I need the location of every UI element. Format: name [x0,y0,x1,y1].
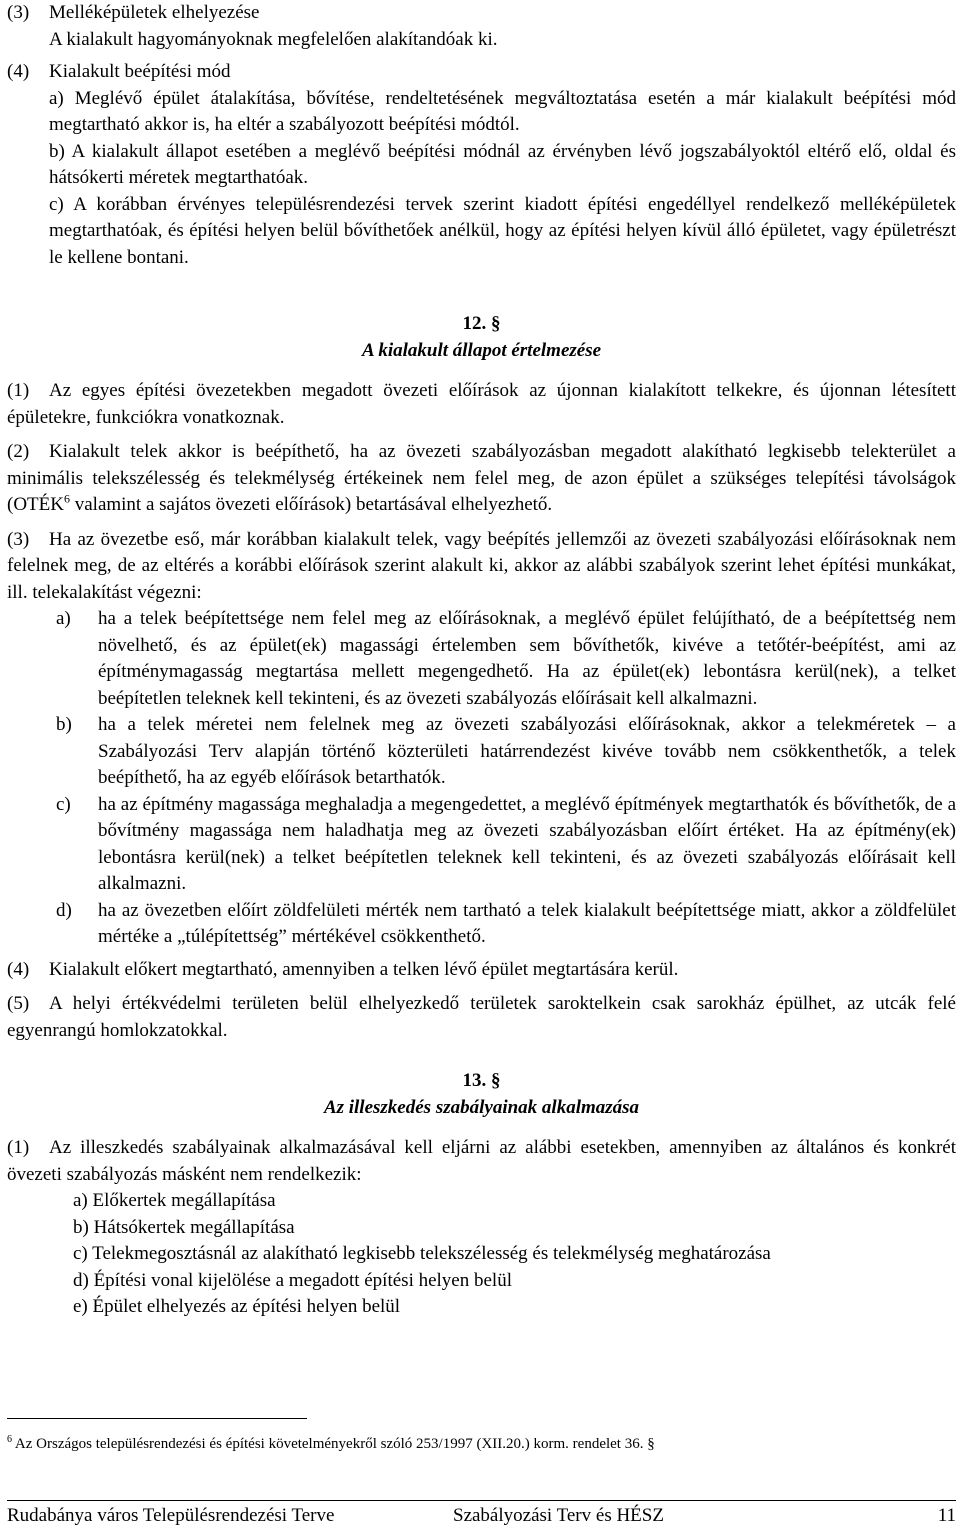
section-number: 12. § [462,313,501,334]
list-label: a) [56,608,71,629]
footnote [7,1434,655,1454]
footnote-mark: 6 [7,1434,12,1445]
paragraph-title: Melléképületek elhelyezése [49,2,260,23]
footer-divider [7,1500,956,1501]
section-12 [7,311,956,1044]
section-13 [7,1068,956,1321]
list-text: ha a telek beépítettsége nem felel meg az előírásoknak, a meglévő épület felújítható, de a beépítettség nem növelhető, és az épület(ek) magassági értelemben sem bővíthetők, kivéve a tetőtér-beépítést, ami az építménymagasság megtartása mellett megengedhető. Ha az épület(ek) lebontásra kerül(nek), a telket beépítetlen teleknek kell tekinteni, és az övezeti szabályozás előírásait kell alkalmazni. [98,608,956,709]
paragraph-3-text: A kialakult hagyományoknak megfelelően alakítandóak ki. [49,28,498,50]
list-text: ha a telek méretei nem felelnek meg az övezeti szabályozási előírásoknak, akkor a telekméretek – a Szabályozási Terv alapján történő közterületi határrendezést kivéve tovább nem csökkenthetők, a telek beépíthető, ha az egyéb előírások betarthatók. [98,714,956,788]
section-title: Az illeszkedés szabályainak alkalmazása [323,1096,640,1118]
paragraph-3-heading [7,0,956,27]
paragraph-number: (1) [7,1137,30,1158]
list-label: c) [56,793,71,815]
paragraph-3 [7,527,956,607]
paragraph-number: (3) [7,528,30,550]
paragraph-number: (4) [7,958,30,980]
paragraph-4-heading [7,59,956,86]
paragraph-4 [7,957,956,984]
footnote-divider [7,1418,307,1419]
paragraph-1 [7,378,956,431]
list-text: ha az övezetben előírt zöldfelületi mérték nem tartható a telek kialakult beépítettsége miatt, akkor a zöldfelület mértéke a „túlépítettség” mértékével csökkenthető. [98,899,956,947]
paragraph-text: Az egyes építési övezetekben megadott övezeti előírások az újonnan kialakított telkekre, és újonnan létesített épületekre, funkciókra vonatkoznak. [7,380,956,428]
section-symbol: § [491,313,501,334]
paragraph-number: (3) [7,2,30,23]
list-item-d: d) Építési vonal kijelölése a megadott építési helyen belül [73,1269,512,1291]
list-item-e: e) Épület elhelyezés az építési helyen belül [73,1296,401,1317]
paragraph-title: Kialakult beépítési mód [49,61,231,82]
paragraph-text: A helyi értékvédelmi területen belül elhelyezkedő területek saroktelkein csak sarokház épülhet, az utcák felé egyenrangú homlokzatokkal. [7,993,956,1041]
document-page [7,0,956,1526]
footer-section-title: Szabályozási Terv és HÉSZ [453,1505,664,1526]
list-item-a: a) Meglévő épület átalakítása, bővítése, rendeltetésének megváltoztatása esetén a már kialakult beépítési mód megtartható akkor is, ha eltér a szabályozott beépítési módtól. [49,87,956,135]
footnote-reference[interactable]: 6 [63,491,70,506]
list-item-c: c) A korábban érvényes településrendezési tervek szerint kiadott építési engedéllyel rendelkező melléképületek megtarthatóak, és építési helyen belül bővíthetőek anélkül, hogy az építési helyen kívül álló épületet, vagy épületrészt le kellene bontani. [49,193,956,268]
list-item-a: a) Előkertek megállapítása [73,1190,276,1211]
list-item-d [7,898,956,951]
paragraph-number: (5) [7,993,30,1014]
section-number: 13. § [462,1070,501,1091]
footnote-area [7,1418,655,1454]
paragraph-number: (4) [7,61,30,82]
list-label: d) [56,899,72,921]
list-item-c: c) Telekmegosztásnál az alakítható legkisebb telekszélesség és telekmélység meghatározása [73,1243,771,1264]
list-item-b: b) A kialakult állapot esetében a meglévő beépítési módnál az érvényben lévő jogszabályoktól eltérő elő, oldal és hátsókerti méretek megtarthatóak. [49,140,956,188]
section-symbol: § [491,1070,501,1091]
list-item-c [7,792,956,898]
list-text: ha az építmény magassága meghaladja a megengedettet, a meglévő építmények megtarthatók és bővíthetők, de a bővítmény magassága nem haladhatja meg az övezeti szabályozásban előírt értéket. Ha az építmény(ek) lebontásra kerül(nek) a telket beépítetlen teleknek kell tekinteni, és az övezeti szabályozás előírásait kell alkalmazni. [98,793,956,894]
paragraph-text: Ha az övezetbe eső, már korábban kialakult telek, vagy beépítés jellemzői az övezeti szabályozási előírásoknak nem felelnek meg, de az eltérés a korábbi előírások szerint alakult ki, akkor az alábbi szabályok szerint lehet építési munkákat, ill. telekalakítást végezni: [7,528,956,603]
list-item-b [7,712,956,792]
paragraph-text-continued: valamint a sajátos övezeti előírások) betartásával elhelyezhető. [69,494,553,515]
list-item-b: b) Hátsókertek megállapítása [73,1216,295,1238]
page-number: 11 [937,1505,956,1526]
paragraph-number: (1) [7,380,30,401]
section-top [7,0,956,271]
footer-document-title: Rudabánya város Településrendezési Terve [7,1505,335,1526]
paragraph-5 [7,991,956,1044]
section-title: A kialakult állapot értelmezése [361,339,602,361]
paragraph-text: Kialakult előkert megtartható, amennyiben a telken lévő épület megtartására kerül. [49,958,679,980]
paragraph-number: (2) [7,441,30,462]
list-item-a [7,606,956,712]
paragraph-text: Kialakult telek akkor is beépíthető, ha az övezeti szabályozásban megadott alakítható legkisebb telekterület a minimális telekszélesség és telekmélység értékeinek nem felel meg, de azon épület a szükséges telepítési távolságok (OTÉK [7,441,956,515]
footnote-text: Az Országos településrendezési és építési követelményekről szóló 253/1997 (XII.20.) korm. rendelet 36. § [12,1436,655,1452]
paragraph-1 [7,1135,956,1188]
list-label: b) [56,714,72,735]
paragraph-text: Az illeszkedés szabályainak alkalmazásával kell eljárni az alábbi esetekben, amennyiben az általános és konkrét övezeti szabályozás másként nem rendelkezik: [7,1137,956,1185]
paragraph-2 [7,439,956,519]
